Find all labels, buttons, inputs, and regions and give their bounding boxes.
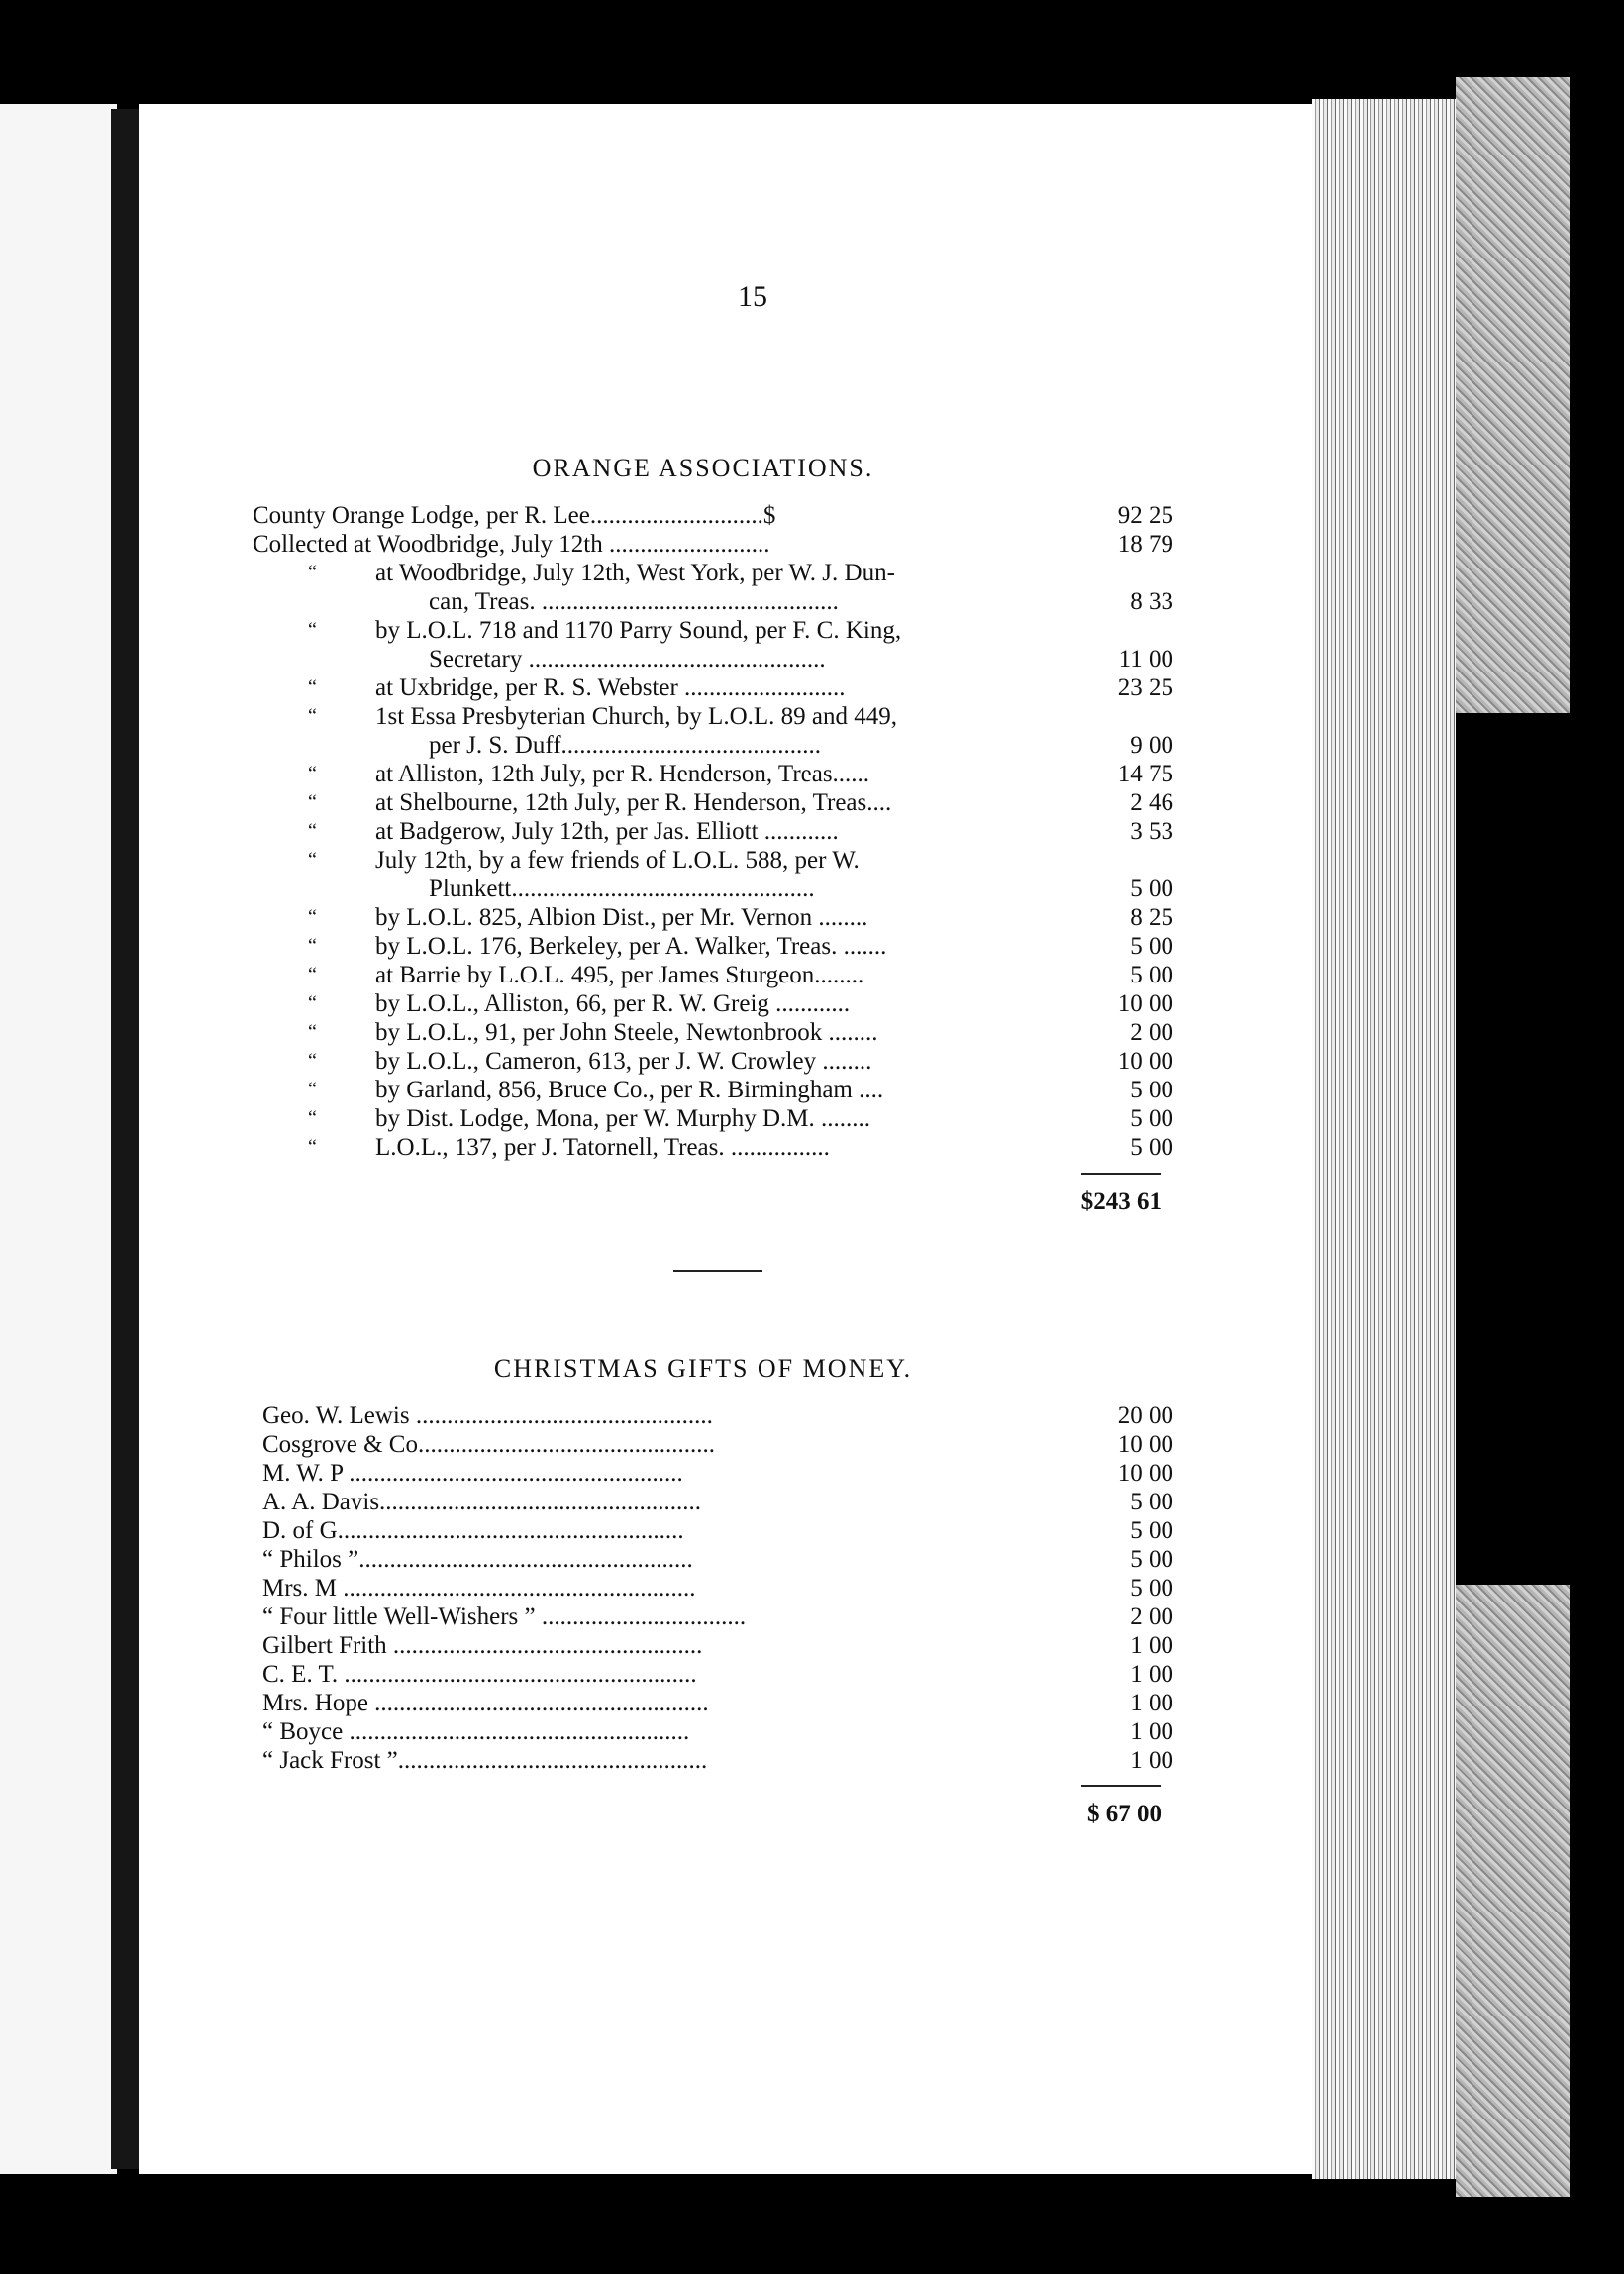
entry-label: Mrs. Hope ......................................................: [262, 1690, 709, 1716]
entry-label: by Dist. Lodge, Mona, per W. Murphy D.M. ........: [375, 1105, 870, 1132]
entry-label: can, Treas. ................................................: [429, 588, 839, 615]
list-item: [253, 530, 1173, 559]
ditto-mark: “: [308, 1107, 317, 1129]
entry-amount: 5 00: [1130, 933, 1173, 960]
entry-label: by Garland, 856, Bruce Co., per R. Birmingham ....: [375, 1077, 884, 1103]
list-item: [262, 1602, 1173, 1631]
ditto-mark: “: [308, 906, 317, 928]
list-item: [262, 1401, 1173, 1430]
list-item: [262, 1516, 1173, 1545]
entry-amount: 1 00: [1130, 1718, 1173, 1745]
entry-label: L.O.L., 137, per J. Tatornell, Treas. ................: [375, 1134, 830, 1161]
entry-label: M. W. P ......................................................: [262, 1460, 683, 1487]
entry-label: at Woodbridge, July 12th, West York, per W. J. Dun-: [375, 560, 895, 586]
ditto-mark: “: [308, 619, 317, 641]
list-item: [253, 961, 1173, 989]
list-item: [253, 1047, 1173, 1076]
entry-amount: 10 00: [1117, 1431, 1173, 1458]
entry-amount: 9 00: [1130, 732, 1173, 759]
cover-shadow: [1456, 713, 1574, 1585]
list-item: [253, 932, 1173, 961]
entry-amount: 5 00: [1130, 962, 1173, 988]
entry-label: by L.O.L. 176, Berkeley, per A. Walker, Treas. .......: [375, 933, 887, 960]
list-item: [253, 673, 1173, 702]
list-item: [253, 1104, 1173, 1133]
entry-label: by L.O.L., Cameron, 613, per J. W. Crowley ........: [375, 1048, 872, 1075]
entry-amount: 10 00: [1117, 990, 1173, 1017]
entry-amount: 5 00: [1130, 1546, 1173, 1573]
entry-amount: 5 00: [1130, 1489, 1173, 1515]
ditto-mark: “: [308, 964, 317, 985]
entry-amount: 8 33: [1130, 588, 1173, 615]
entry-amount: 5 00: [1130, 1105, 1173, 1132]
total-rule: [1081, 1173, 1161, 1175]
entry-label: “ Boyce .......................................................: [262, 1718, 690, 1745]
list-item: [262, 1430, 1173, 1459]
ditto-mark: “: [308, 791, 317, 813]
entry-amount: 8 25: [1130, 904, 1173, 931]
entry-label: at Badgerow, July 12th, per Jas. Elliott ............: [375, 818, 839, 845]
entry-label: C. E. T. .........................................................: [262, 1661, 697, 1688]
ditto-mark: “: [308, 849, 317, 871]
entry-amount: 2 00: [1130, 1019, 1173, 1046]
entry-label: at Barrie by L.O.L. 495, per James Sturgeon........: [375, 962, 864, 988]
list-item: [253, 817, 1173, 846]
left-page-edge: [0, 104, 117, 2174]
orange-total: $243 61: [1080, 1189, 1162, 1215]
list-item: [253, 875, 1173, 903]
list-item: [262, 1717, 1173, 1746]
entry-label: Gilbert Frith ..................................................: [262, 1632, 703, 1659]
entry-amount: 5 00: [1130, 1575, 1173, 1602]
list-item: [262, 1459, 1173, 1488]
entry-label: by L.O.L., Alliston, 66, per R. W. Greig ............: [375, 990, 851, 1017]
entry-amount: 23 25: [1117, 674, 1173, 701]
page-number: 15: [738, 280, 767, 313]
ditto-mark: “: [308, 1136, 317, 1158]
entry-label: July 12th, by a few friends of L.O.L. 588, per W.: [375, 847, 860, 874]
entry-label: Mrs. M .........................................................: [262, 1575, 696, 1602]
entry-amount: 2 00: [1130, 1603, 1173, 1630]
list-item: [253, 1133, 1173, 1162]
orange-associations-list: [253, 501, 1173, 1162]
ditto-mark: “: [308, 935, 317, 957]
list-item: [253, 760, 1173, 788]
section-divider: [673, 1270, 762, 1272]
ditto-mark: “: [308, 676, 317, 698]
list-item: [253, 702, 1173, 731]
list-item: [262, 1746, 1173, 1775]
entry-label: Collected at Woodbridge, July 12th ..........................: [253, 531, 770, 558]
list-item: [253, 587, 1173, 616]
list-item: [262, 1574, 1173, 1602]
christmas-gifts-list: [262, 1401, 1173, 1775]
entry-label: Cosgrove & Co................................................: [262, 1431, 715, 1458]
section-heading-christmas: CHRISTMAS GIFTS OF MONEY.: [493, 1354, 913, 1383]
entry-amount: 3 53: [1130, 818, 1173, 845]
list-item: [253, 903, 1173, 932]
ditto-mark: “: [308, 1079, 317, 1100]
list-item: [262, 1488, 1173, 1516]
entry-label: 1st Essa Presbyterian Church, by L.O.L. 89 and 449,: [375, 703, 898, 730]
list-item: [253, 501, 1173, 530]
entry-amount: 5 00: [1130, 1517, 1173, 1544]
list-item: [253, 616, 1173, 645]
list-item: [262, 1660, 1173, 1689]
entry-amount: 5 00: [1130, 1134, 1173, 1161]
entry-label: Secretary ................................................: [429, 646, 826, 672]
list-item: [262, 1631, 1173, 1660]
ditto-mark: “: [308, 763, 317, 784]
section-heading-orange: ORANGE ASSOCIATIONS.: [532, 454, 874, 482]
ditto-mark: “: [308, 562, 317, 583]
ditto-mark: “: [308, 1021, 317, 1043]
entry-amount: 1 00: [1130, 1632, 1173, 1659]
list-item: [253, 788, 1173, 817]
entry-label: County Orange Lodge, per R. Lee............................$: [253, 502, 776, 529]
entry-amount: 5 00: [1130, 1077, 1173, 1103]
entry-label: Geo. W. Lewis ................................................: [262, 1402, 713, 1429]
entry-label: A. A. Davis....................................................: [262, 1489, 702, 1515]
entry-label: “ Jack Frost ”..................................................: [262, 1747, 708, 1774]
entry-label: at Uxbridge, per R. S. Webster ..........................: [375, 674, 846, 701]
entry-label: “ Four little Well-Wishers ” .................................: [262, 1603, 747, 1630]
book-gutter: [111, 109, 139, 2169]
ditto-mark: “: [308, 992, 317, 1014]
entry-amount: 11 00: [1118, 646, 1173, 672]
ditto-mark: “: [308, 705, 317, 727]
entry-amount: 1 00: [1130, 1690, 1173, 1716]
entry-amount: 2 46: [1130, 789, 1173, 816]
total-rule: [1081, 1785, 1161, 1787]
christmas-total: $ 67 00: [1087, 1801, 1162, 1827]
entry-label: at Alliston, 12th July, per R. Henderson, Treas......: [375, 761, 870, 787]
entry-label: “ Philos ”......................................................: [262, 1546, 693, 1573]
entry-label: per J. S. Duff..........................................: [429, 732, 822, 759]
entry-label: Plunkett.................................................: [429, 876, 815, 902]
entry-label: by L.O.L. 718 and 1170 Parry Sound, per F. C. King,: [375, 617, 902, 644]
entry-amount: 5 00: [1130, 876, 1173, 902]
list-item: [253, 846, 1173, 875]
list-item: [253, 1076, 1173, 1104]
list-item: [253, 1018, 1173, 1047]
list-item: [253, 559, 1173, 587]
ditto-mark: “: [308, 1050, 317, 1072]
entry-label: by L.O.L. 825, Albion Dist., per Mr. Vernon ........: [375, 904, 868, 931]
entry-amount: 92 25: [1117, 502, 1173, 529]
list-item: [253, 989, 1173, 1018]
entry-amount: 20 00: [1117, 1402, 1173, 1429]
entry-amount: 10 00: [1117, 1460, 1173, 1487]
entry-label: at Shelbourne, 12th July, per R. Henderson, Treas....: [375, 789, 892, 816]
page-edges: [1312, 99, 1461, 2179]
entry-amount: 10 00: [1117, 1048, 1173, 1075]
entry-amount: 18 79: [1117, 531, 1173, 558]
entry-amount: 14 75: [1117, 761, 1173, 787]
entry-label: D. of G........................................................: [262, 1517, 684, 1544]
entry-amount: 1 00: [1130, 1747, 1173, 1774]
ditto-mark: “: [308, 820, 317, 842]
entry-label: by L.O.L., 91, per John Steele, Newtonbrook ........: [375, 1019, 878, 1046]
list-item: [262, 1689, 1173, 1717]
list-item: [253, 645, 1173, 673]
list-item: [262, 1545, 1173, 1574]
entry-amount: 1 00: [1130, 1661, 1173, 1688]
list-item: [253, 731, 1173, 760]
